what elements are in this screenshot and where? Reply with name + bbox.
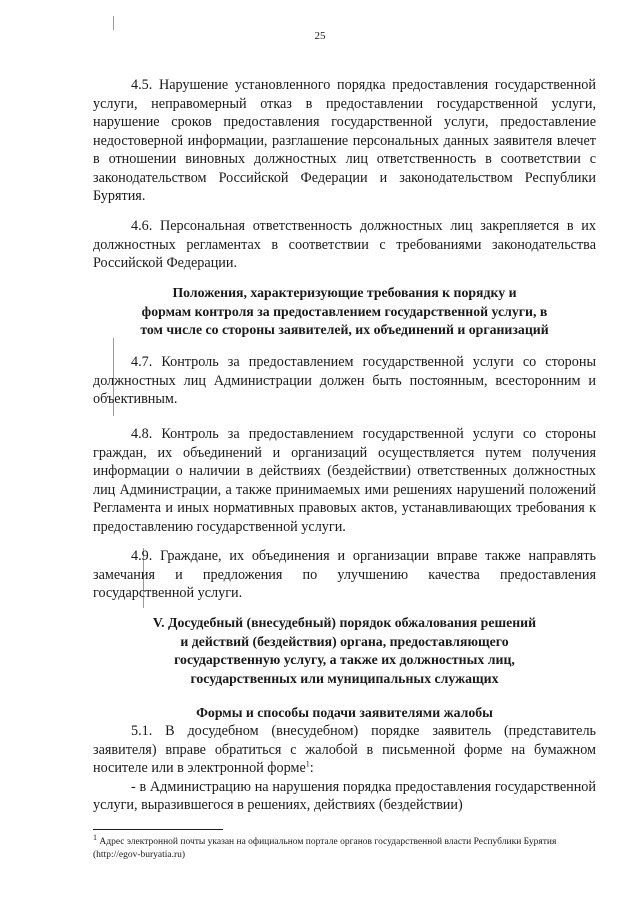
heading-control-block <box>93 284 596 340</box>
heading-control-line-3: том числе со стороны заявителей, их объединений и организаций <box>140 322 549 337</box>
footnote-divider <box>93 829 223 830</box>
footnote-mark: 1 <box>93 832 97 842</box>
heading-section-5-block <box>93 614 596 688</box>
heading-forms: Формы и способы подачи заявителями жалобы <box>196 705 493 720</box>
paragraph-5-1-block <box>93 722 596 815</box>
paragraph-4-7-block <box>93 353 596 409</box>
heading-section-5-line-2: и действий (бездействия) органа, предоставляющего <box>180 633 509 649</box>
paragraph-5-1-text: 5.1. В досудебном (внесудебном) порядке заявитель (представитель заявителя) вправе обратиться с жалобой в письменной форме на бумажном носителе или в электронной форме <box>93 723 596 776</box>
paragraph-4-8-block <box>93 425 596 536</box>
scan-artifact <box>113 16 114 30</box>
paragraph-4-8: 4.8. Контроль за предоставлением государственной услуги со стороны граждан, их объединений и организаций осуществляется путем получения информации о наличии в действиях (бездействии) ответственных должностных лиц Администрации, а также принимаемых ими решениях нарушений положений Регламента и иных нормативных правовых актов, устанавливающих требования к предоставлению государственной услуги. <box>93 426 596 535</box>
paragraph-5-1 <box>93 722 596 778</box>
paragraph-4-5: 4.5. Нарушение установленного порядка предоставления государственной услуги, неправомерный отказ в предоставлении государственной услуги, нарушение сроков предоставления государственной услуги, предоставление недостоверной информации, разглашение персональных данных заявителя влечет в отношении виновных должностных лиц ответственность в соответствии с законодательством Российской Федерации и законодательством Республики Бурятия. <box>93 77 596 204</box>
footnote-text: Адрес электронной почты указан на официальном портале органов государственной власти Республики Бурятия (http://egov-buryatia.ru) <box>93 837 557 860</box>
paragraph-4-7: 4.7. Контроль за предоставлением государственной услуги со стороны должностных лиц Администрации должен быть постоянным, всесторонним и объективным. <box>93 354 596 407</box>
paragraph-4-6-block <box>93 217 596 273</box>
footnote-reference: 1 <box>305 759 310 769</box>
bullet-item-1: - в Администрацию на нарушения порядка предоставления государственной услуги, выразившегося в решениях, действиях (бездействии) <box>93 778 596 813</box>
heading-section-5-line-4: государственных или муниципальных служащих <box>190 670 499 686</box>
heading-section-5-line-3: государственную услугу, а также их должностных лиц, <box>174 652 515 667</box>
paragraph-5-1-tail: : <box>309 760 314 776</box>
paragraph-4-9-block <box>93 547 596 603</box>
footnote <box>93 832 596 862</box>
paragraph-4-5-block <box>93 76 596 206</box>
paragraph-4-6: 4.6. Персональная ответственность должностных лиц закрепляется в их должностных регламентах в соответствии с требованиями законодательства Российской Федерации. <box>93 218 596 271</box>
heading-control-line-2: формам контроля за предоставлением государственной услуги, в <box>141 303 548 319</box>
paragraph-4-9: 4.9. Граждане, их объединения и организации вправе также направлять замечания и предложения по улучшению качества предоставления государственной услуги. <box>93 548 596 601</box>
heading-forms-block <box>93 704 596 723</box>
heading-control-line-1: Положения, характеризующие требования к порядку и <box>172 285 517 300</box>
page-number: 25 <box>314 30 326 42</box>
heading-section-5-line-1: V. Досудебный (внесудебный) порядок обжалования решений <box>152 615 537 630</box>
